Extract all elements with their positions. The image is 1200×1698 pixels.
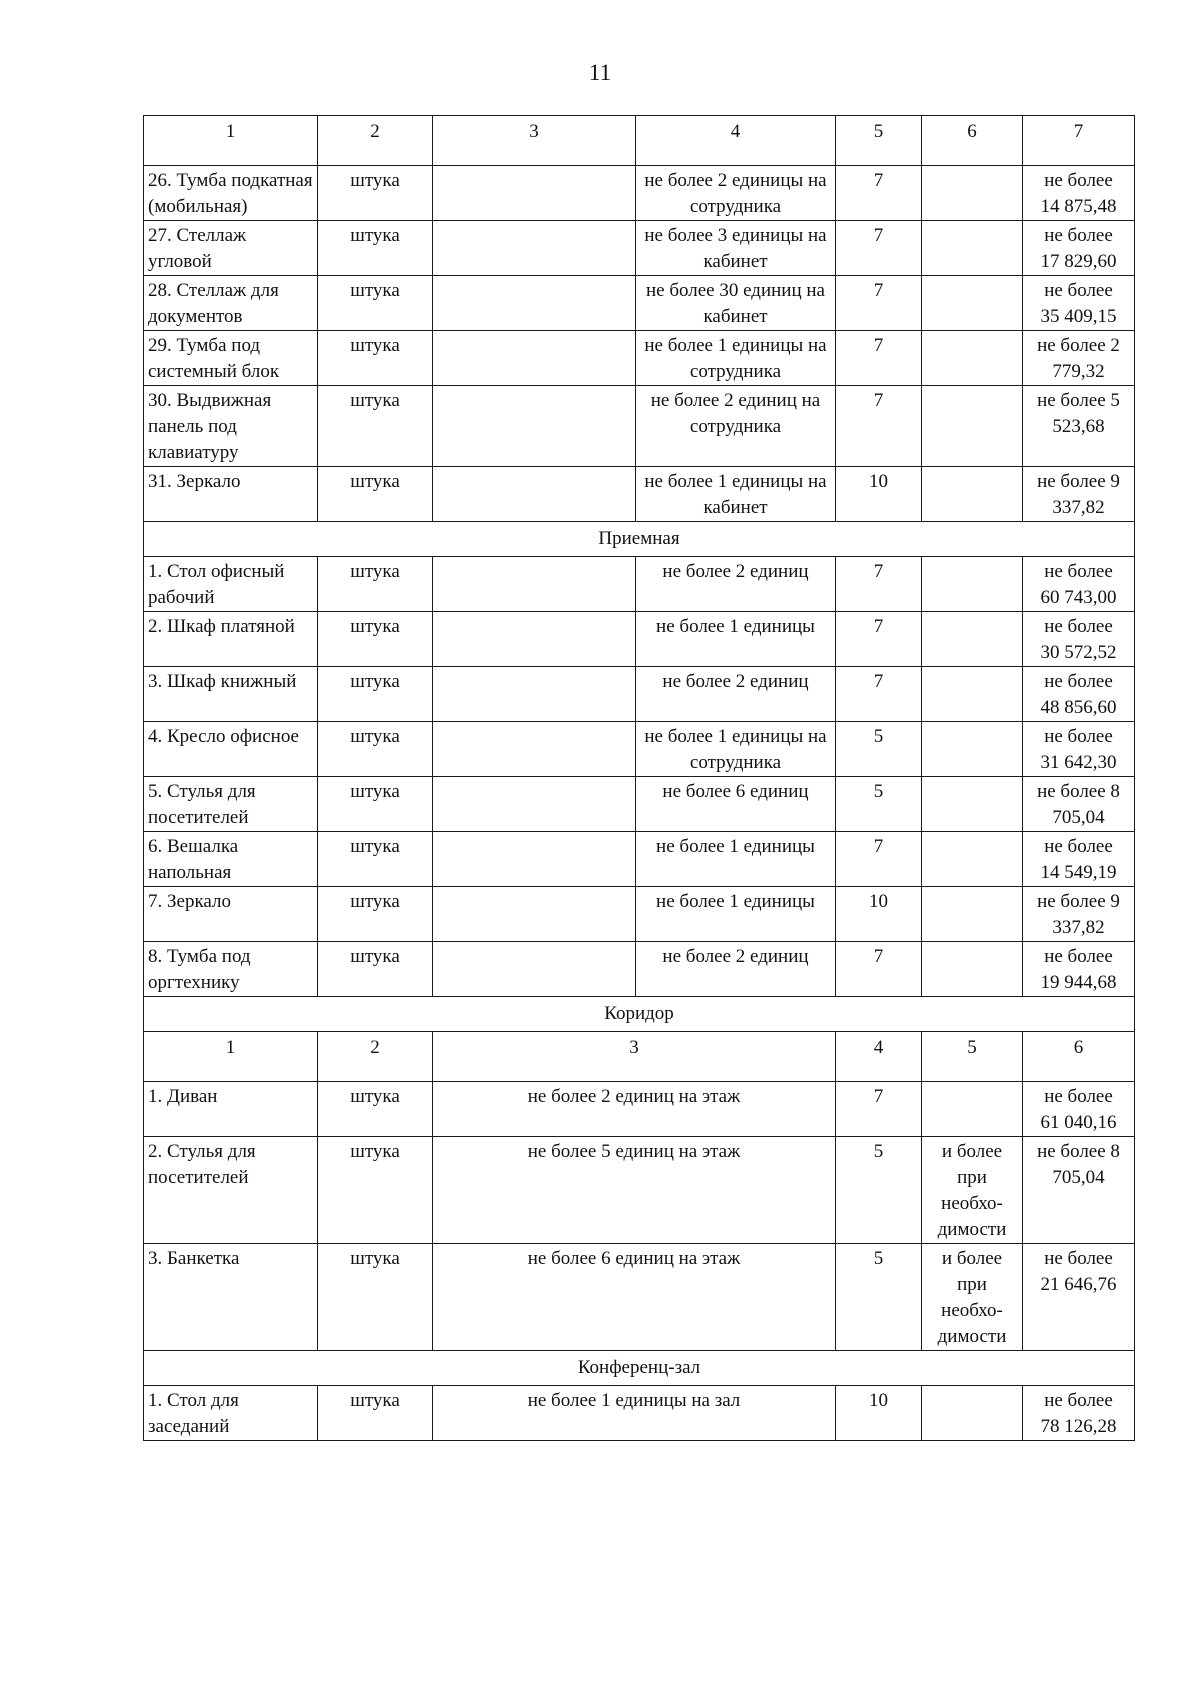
cell-col6 (922, 777, 1023, 832)
table-row (144, 942, 1135, 997)
cell-unit: штука (318, 1385, 433, 1440)
cell-col6 (922, 467, 1023, 522)
cell-qty: не более 3 единицы на кабинет (636, 221, 836, 276)
header-cell: 3 (433, 116, 636, 166)
cell-unit: штука (318, 276, 433, 331)
table-row (144, 166, 1135, 221)
table-row (144, 1136, 1135, 1243)
cell-col6 (922, 557, 1023, 612)
header-cell: 3 (433, 1031, 836, 1081)
table-row (144, 221, 1135, 276)
cell-col6 (922, 276, 1023, 331)
cell-name: 27. Стеллаж угловой (144, 221, 318, 276)
column-number-header-row (144, 1031, 1135, 1081)
cell-qty: не более 2 единицы на сотрудника (636, 166, 836, 221)
cell-price: не более 9 337,82 (1023, 887, 1135, 942)
cell-name: 31. Зеркало (144, 467, 318, 522)
cell-price: не более 5 523,68 (1023, 386, 1135, 467)
cell-term: 5 (836, 1136, 922, 1243)
cell-unit: штука (318, 887, 433, 942)
cell-name: 5. Стулья для посетителей (144, 777, 318, 832)
cell-name: 2. Стулья для посетителей (144, 1136, 318, 1243)
cell-col6 (922, 386, 1023, 467)
table-row (144, 331, 1135, 386)
cell-unit: штука (318, 942, 433, 997)
cell-unit: штука (318, 557, 433, 612)
table-row (144, 887, 1135, 942)
cell-col3 (433, 777, 636, 832)
table-row (144, 467, 1135, 522)
cell-qty: не более 1 единицы на зал (433, 1385, 836, 1440)
section-row (144, 522, 1135, 557)
cell-price: не более 30 572,52 (1023, 612, 1135, 667)
cell-unit: штука (318, 1081, 433, 1136)
cell-unit: штука (318, 722, 433, 777)
cell-name: 8. Тумба под оргтехнику (144, 942, 318, 997)
cell-name: 1. Диван (144, 1081, 318, 1136)
cell-qty: не более 1 единицы (636, 887, 836, 942)
norms-table (143, 115, 1135, 1441)
cell-name: 28. Стеллаж для документов (144, 276, 318, 331)
cell-term: 7 (836, 557, 922, 612)
section-title: Конференц-зал (144, 1350, 1135, 1385)
cell-unit: штука (318, 612, 433, 667)
column-number-header-row (144, 116, 1135, 166)
cell-col6 (922, 722, 1023, 777)
cell-name: 3. Шкаф книжный (144, 667, 318, 722)
cell-term: 7 (836, 276, 922, 331)
cell-col6 (922, 887, 1023, 942)
cell-price: не более 31 642,30 (1023, 722, 1135, 777)
cell-col6 (922, 667, 1023, 722)
cell-unit: штука (318, 667, 433, 722)
header-cell: 4 (836, 1031, 922, 1081)
cell-price: не более 78 126,28 (1023, 1385, 1135, 1440)
cell-col3 (433, 331, 636, 386)
header-cell: 1 (144, 1031, 318, 1081)
header-cell: 1 (144, 116, 318, 166)
cell-name: 3. Банкетка (144, 1243, 318, 1350)
cell-name: 26. Тумба подкатная (мобильная) (144, 166, 318, 221)
cell-col3 (433, 887, 636, 942)
cell-unit: штука (318, 386, 433, 467)
header-cell: 7 (1023, 116, 1135, 166)
cell-note: и более при необхо-димости (922, 1243, 1023, 1350)
cell-col3 (433, 722, 636, 777)
cell-term: 7 (836, 221, 922, 276)
cell-price: не более 8 705,04 (1023, 777, 1135, 832)
cell-qty: не более 2 единиц (636, 667, 836, 722)
cell-price: не более 2 779,32 (1023, 331, 1135, 386)
section-title: Приемная (144, 522, 1135, 557)
cell-name: 6. Вешалка напольная (144, 832, 318, 887)
header-cell: 5 (836, 116, 922, 166)
cell-term: 10 (836, 1385, 922, 1440)
cell-col3 (433, 942, 636, 997)
cell-qty: не более 6 единиц (636, 777, 836, 832)
cell-term: 7 (836, 386, 922, 467)
cell-price: не более 8 705,04 (1023, 1136, 1135, 1243)
header-cell: 6 (1023, 1031, 1135, 1081)
cell-qty: не более 6 единиц на этаж (433, 1243, 836, 1350)
table-row (144, 557, 1135, 612)
cell-col6 (922, 166, 1023, 221)
cell-term: 5 (836, 722, 922, 777)
cell-unit: штука (318, 1243, 433, 1350)
cell-col3 (433, 832, 636, 887)
cell-price: не более 21 646,76 (1023, 1243, 1135, 1350)
cell-unit: штука (318, 1136, 433, 1243)
cell-price: не более 14 549,19 (1023, 832, 1135, 887)
cell-term: 5 (836, 777, 922, 832)
cell-qty: не более 1 единицы на кабинет (636, 467, 836, 522)
cell-price: не более 48 856,60 (1023, 667, 1135, 722)
header-cell: 6 (922, 116, 1023, 166)
cell-col6 (922, 612, 1023, 667)
table-row (144, 722, 1135, 777)
page-number: 11 (588, 60, 612, 85)
cell-term: 7 (836, 942, 922, 997)
table-row (144, 832, 1135, 887)
cell-term: 7 (836, 1081, 922, 1136)
cell-note (922, 1081, 1023, 1136)
table-row (144, 612, 1135, 667)
cell-price: не более 9 337,82 (1023, 467, 1135, 522)
cell-qty: не более 2 единиц на сотрудника (636, 386, 836, 467)
cell-col6 (922, 832, 1023, 887)
cell-col3 (433, 386, 636, 467)
cell-term: 7 (836, 832, 922, 887)
cell-qty: не более 1 единицы (636, 832, 836, 887)
cell-unit: штука (318, 166, 433, 221)
cell-name: 1. Стол офисный рабочий (144, 557, 318, 612)
section-title: Коридор (144, 997, 1135, 1032)
cell-term: 7 (836, 667, 922, 722)
cell-qty: не более 1 единицы (636, 612, 836, 667)
cell-col6 (922, 221, 1023, 276)
cell-term: 10 (836, 887, 922, 942)
cell-qty: не более 2 единиц на этаж (433, 1081, 836, 1136)
cell-col3 (433, 221, 636, 276)
table-row (144, 1081, 1135, 1136)
cell-qty: не более 5 единиц на этаж (433, 1136, 836, 1243)
cell-term: 7 (836, 166, 922, 221)
cell-unit: штука (318, 331, 433, 386)
cell-price: не более 19 944,68 (1023, 942, 1135, 997)
table-row (144, 1243, 1135, 1350)
cell-note: и более при необхо-димости (922, 1136, 1023, 1243)
header-cell: 4 (636, 116, 836, 166)
cell-price: не более 35 409,15 (1023, 276, 1135, 331)
cell-col6 (922, 942, 1023, 997)
table-row (144, 667, 1135, 722)
cell-term: 10 (836, 467, 922, 522)
cell-qty: не более 2 единиц (636, 942, 836, 997)
cell-unit: штука (318, 467, 433, 522)
table-row (144, 276, 1135, 331)
cell-qty: не более 30 единиц на кабинет (636, 276, 836, 331)
cell-col3 (433, 467, 636, 522)
cell-col3 (433, 667, 636, 722)
table-row (144, 1385, 1135, 1440)
cell-name: 7. Зеркало (144, 887, 318, 942)
cell-col3 (433, 276, 636, 331)
cell-note (922, 1385, 1023, 1440)
cell-name: 30. Выдвижная панель под клавиатуру (144, 386, 318, 467)
header-cell: 2 (318, 116, 433, 166)
cell-term: 7 (836, 612, 922, 667)
cell-name: 4. Кресло офисное (144, 722, 318, 777)
table-row (144, 386, 1135, 467)
cell-col3 (433, 557, 636, 612)
cell-name: 1. Стол для заседаний (144, 1385, 318, 1440)
cell-price: не более 61 040,16 (1023, 1081, 1135, 1136)
cell-price: не более 60 743,00 (1023, 557, 1135, 612)
cell-name: 29. Тумба под системный блок (144, 331, 318, 386)
cell-name: 2. Шкаф платяной (144, 612, 318, 667)
cell-qty: не более 2 единиц (636, 557, 836, 612)
cell-term: 5 (836, 1243, 922, 1350)
section-row (144, 1350, 1135, 1385)
cell-term: 7 (836, 331, 922, 386)
cell-qty: не более 1 единицы на сотрудника (636, 331, 836, 386)
cell-price: не более 14 875,48 (1023, 166, 1135, 221)
cell-col3 (433, 612, 636, 667)
section-row (144, 997, 1135, 1032)
cell-col3 (433, 166, 636, 221)
cell-unit: штука (318, 221, 433, 276)
cell-unit: штука (318, 777, 433, 832)
cell-price: не более 17 829,60 (1023, 221, 1135, 276)
header-cell: 5 (922, 1031, 1023, 1081)
header-cell: 2 (318, 1031, 433, 1081)
cell-col6 (922, 331, 1023, 386)
table-row (144, 777, 1135, 832)
cell-unit: штука (318, 832, 433, 887)
cell-qty: не более 1 единицы на сотрудника (636, 722, 836, 777)
